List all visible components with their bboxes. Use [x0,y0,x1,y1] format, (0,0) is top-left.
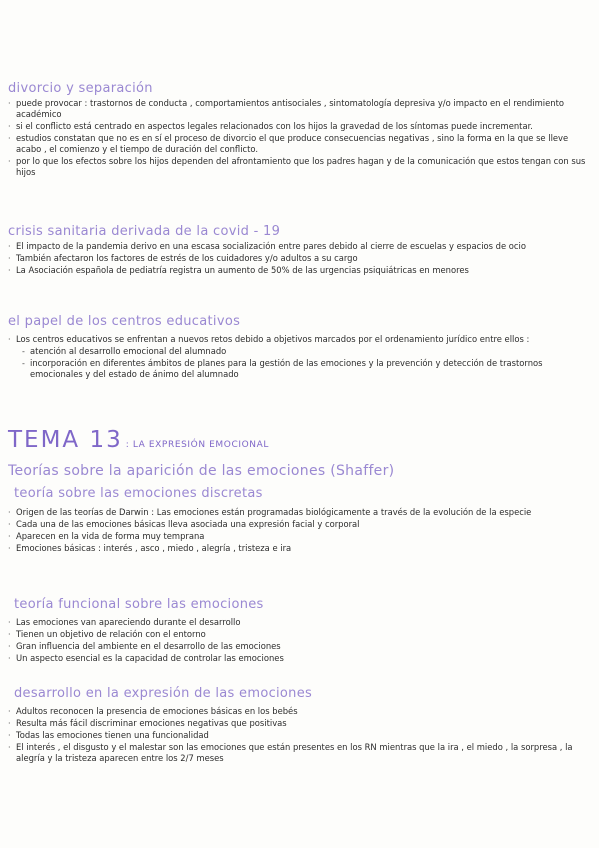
sub-list-item: - atención al desarrollo emocional del alumnado [22,346,227,356]
bullet-dot-icon: · [8,654,11,663]
section-desarrollo [8,686,591,764]
bullet-dot-icon: · [8,544,11,553]
section-discretas [8,486,591,554]
section-heading: crisis sanitaria derivada de la covid - 19 [8,224,281,239]
bullet-dot-icon: · [8,254,11,263]
section-heading: Teorías sobre la aparición de las emociones (Shaffer) [8,463,395,479]
section-funcional [8,597,591,664]
list-item: · Emociones básicas : interés , asco , miedo , alegría , tristeza e ira [8,543,292,553]
list-item: · El interés , el disgusto y el malestar son las emociones que están presentes en los RN mientras que la ira , el miedo , la sorpresa , la alegría y la tristeza aparecen entre los 2/7 meses [8,742,573,763]
list-item: · Las emociones van apareciendo durante el desarrollo [8,617,241,627]
list-item: · Aparecen en la vida de forma muy temprana [8,531,205,541]
section-heading: teoría funcional sobre las emociones [14,597,264,612]
list-item: · Tienen un objetivo de relación con el entorno [8,629,206,639]
bullet-dot-icon: · [8,719,11,728]
section-heading: desarrollo en la expresión de las emociones [14,686,313,701]
bullet-dot-icon: · [8,335,11,344]
list-item: · si el conflicto está centrado en aspectos legales relacionados con los hijos la gravedad de los síntomas puede incrementar. [8,121,533,131]
list-item: · Un aspecto esencial es la capacidad de controlar las emociones [8,653,284,663]
list-item: · Adultos reconocen la presencia de emociones básicas en los bebés [8,706,298,716]
item-list [8,241,591,276]
section-heading: teoría sobre las emociones discretas [14,486,263,501]
section-heading: el papel de los centros educativos [8,314,241,329]
section-covid [8,224,591,276]
tema-header [8,426,591,454]
section-teorias [8,463,591,480]
item-list [8,507,591,554]
tema-row [8,426,591,454]
section-centros [8,314,591,380]
list-item: · por lo que los efectos sobre los hijos dependen del afrontamiento que los padres hagan y de la comunicación que estos tengan con sus hijos [8,156,586,177]
bullet-dot-icon: · [8,707,11,716]
list-item: · Los centros educativos se enfrentan a nuevos retos debido a objetivos marcados por el ordenamiento jurídico entre ellos : [8,334,530,344]
list-item: · estudios constatan que no es en sí el proceso de divorcio el que produce consecuencias negativas , sino la forma en la que se lleve acabo , el comienzo y el tiempo de duración del conflicto. [8,133,569,154]
bullet-dot-icon: · [8,731,11,740]
list-item: · También afectaron los factores de estrés de los cuidadores y/o adultos a su cargo [8,253,358,263]
list-item: · Todas las emociones tienen una funcionalidad [8,730,209,740]
list-item: · La Asociación española de pediatría registra un aumento de 50% de las urgencias psiquiátricas en menores [8,265,469,275]
item-list [8,706,591,764]
list-item: · puede provocar : trastornos de conducta , comportamientos antisociales , sintomatología depresiva y/o impacto en el rendimiento académico [8,98,564,119]
bullet-dot-icon: · [8,520,11,529]
bullet-dot-icon: · [8,134,11,143]
item-list [8,98,591,178]
section-divorcio [8,81,591,178]
tema-subtitle: : LA EXPRESIÓN EMOCIONAL [125,440,270,450]
bullet-dot-icon: · [8,266,11,275]
item-list [8,617,591,664]
bullet-dot-icon: · [8,743,11,752]
list-item: · Resulta más fácil discriminar emociones negativas que positivas [8,718,287,728]
dash-icon: - [22,347,25,356]
list-item: · Origen de las teorías de Darwin : Las emociones están programadas biológicamente a través de la evolución de la especie [8,507,532,517]
list-item: · Gran influencia del ambiente en el desarrollo de las emociones [8,641,281,651]
bullet-dot-icon: · [8,99,11,108]
tema-title: TEMA 13 [8,427,123,453]
bullet-dot-icon: · [8,122,11,131]
bullet-dot-icon: · [8,157,11,166]
sub-list-item: - incorporación en diferentes ámbitos de planes para la gestión de las emociones y la prevención y detección de trastornos emocionales y del estado de ánimo del alumnado [22,358,543,379]
bullet-dot-icon: · [8,618,11,627]
bullet-dot-icon: · [8,630,11,639]
bullet-dot-icon: · [8,642,11,651]
section-heading: divorcio y separación [8,81,153,96]
bullet-dot-icon: · [8,242,11,251]
bullet-dot-icon: · [8,532,11,541]
dash-icon: - [22,359,25,368]
list-item: · Cada una de las emociones básicas lleva asociada una expresión facial y corporal [8,519,360,529]
bullet-dot-icon: · [8,508,11,517]
item-list [8,334,591,380]
list-item: · El impacto de la pandemia derivo en una escasa socialización entre pares debido al cierre de escuelas y espacios de ocio [8,241,526,251]
